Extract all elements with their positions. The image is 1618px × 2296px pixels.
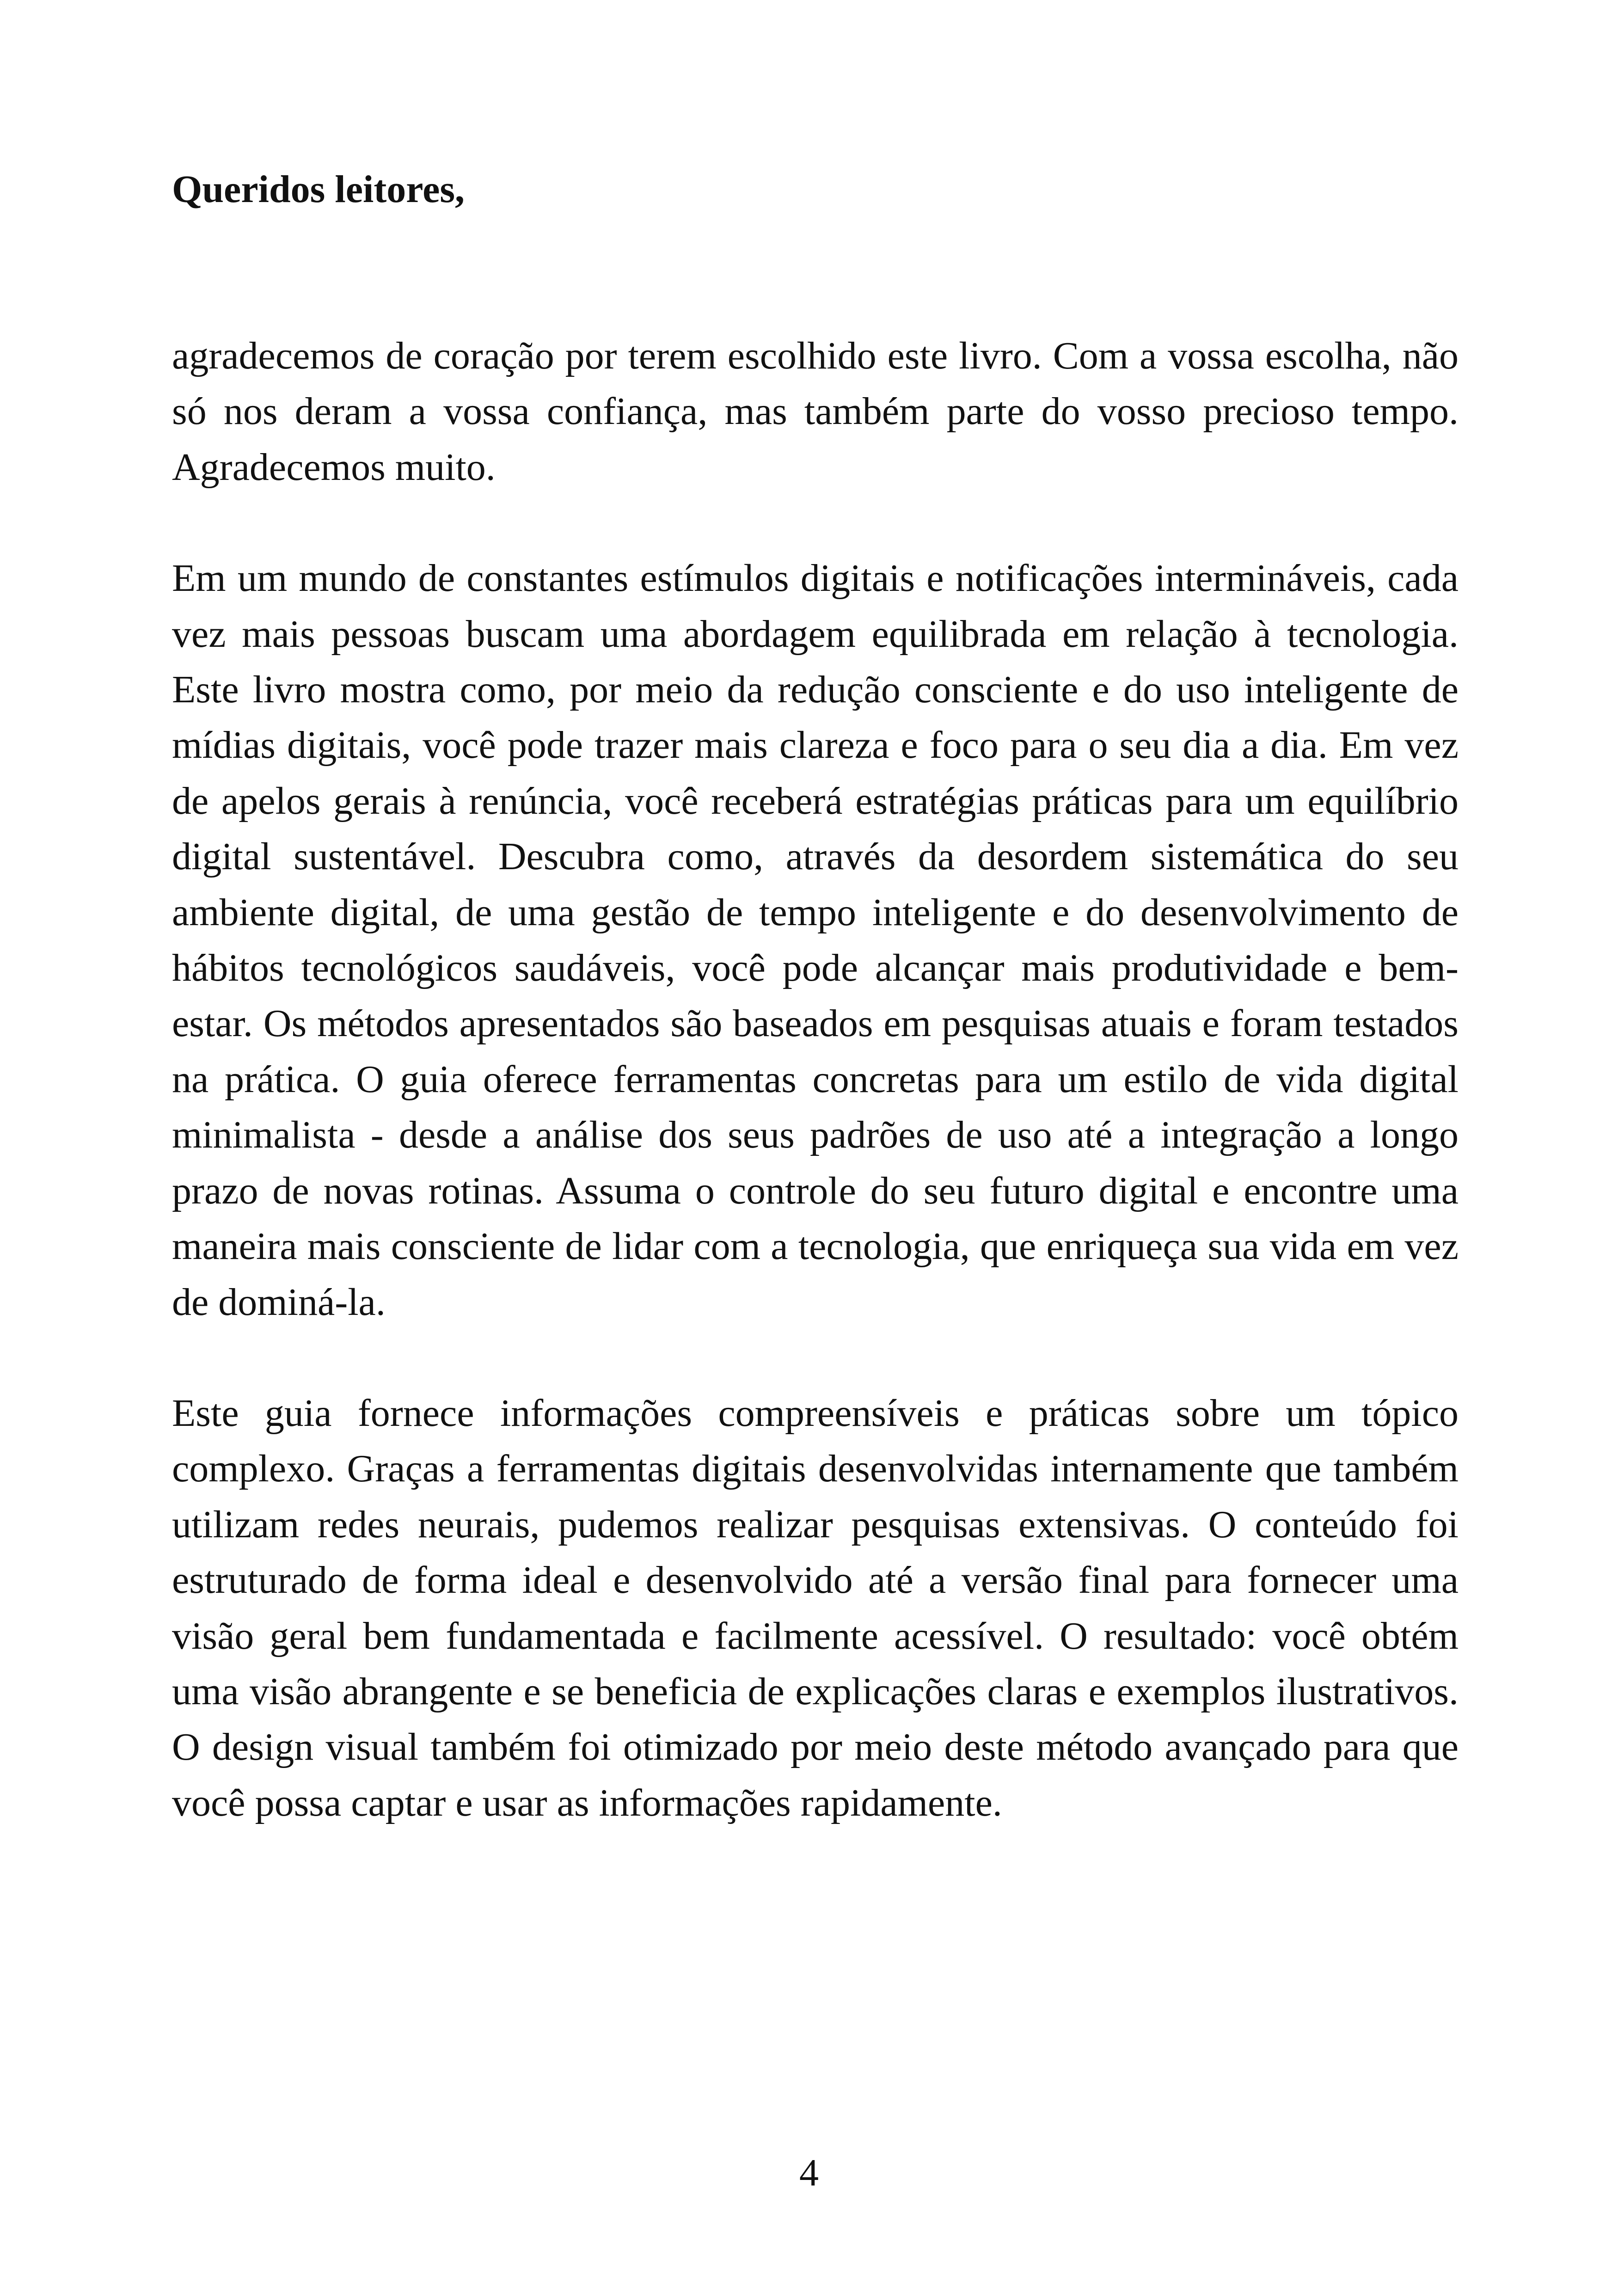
paragraph-guide-info: Este guia fornece informações compreensíveis e práticas sobre um tópico complexo. Graças a ferramentas digitais desenvolvidas internamente que também utilizam redes neurais, pudemos realizar pesquisas extensivas. O conteúdo foi estruturado de forma ideal e desenvolvido até a versão final para fornecer uma visão geral bem fundamentada e facilmente acessível. O resultado: você obtém uma visão abrangente e se beneficia de explicações claras e exemplos ilustrativos. O design visual também foi otimizado por meio deste método avançado para que você possa captar e usar as informações rapidamente.: [172, 1391, 1459, 1824]
greeting-heading: Queridos leitores,: [172, 168, 465, 211]
paragraph-book-summary: Em um mundo de constantes estímulos digitais e notificações intermináveis, cada vez mais pessoas buscam uma abordagem equilibrada em relação à tecnologia. Este livro mostra como, por meio da redução consciente e do uso inteligente de mídias digitais, você pode trazer mais clareza e foco para o seu dia a dia. Em vez de apelos gerais à renúncia, você receberá estratégias práticas para um equilíbrio digital sustentável. Descubra como, através da desordem sistemática do seu ambiente digital, de uma gestão de tempo inteligente e do desenvolvimento de hábitos tecnológicos saudáveis, você pode alcançar mais produtividade e bem-estar. Os métodos apresentados são baseados em pesquisas atuais e foram testados na prática. O guia oferece ferramentas concretas para um estilo de vida digital minimalista - desde a análise dos seus padrões de uso até a integração a longo prazo de novas rotinas. Assuma o controle do seu futuro digital e encontre uma maneira mais consciente de lidar com a tecnologia, que enriqueça sua vida em vez de dominá-la.: [172, 557, 1459, 1324]
page-number: 4: [799, 2151, 819, 2194]
paragraph-thanks: agradecemos de coração por terem escolhido este livro. Com a vossa escolha, não só nos deram a vossa confiança, mas também parte do vosso precioso tempo. Agradecemos muito.: [172, 334, 1459, 489]
page-content: [172, 162, 1459, 1831]
